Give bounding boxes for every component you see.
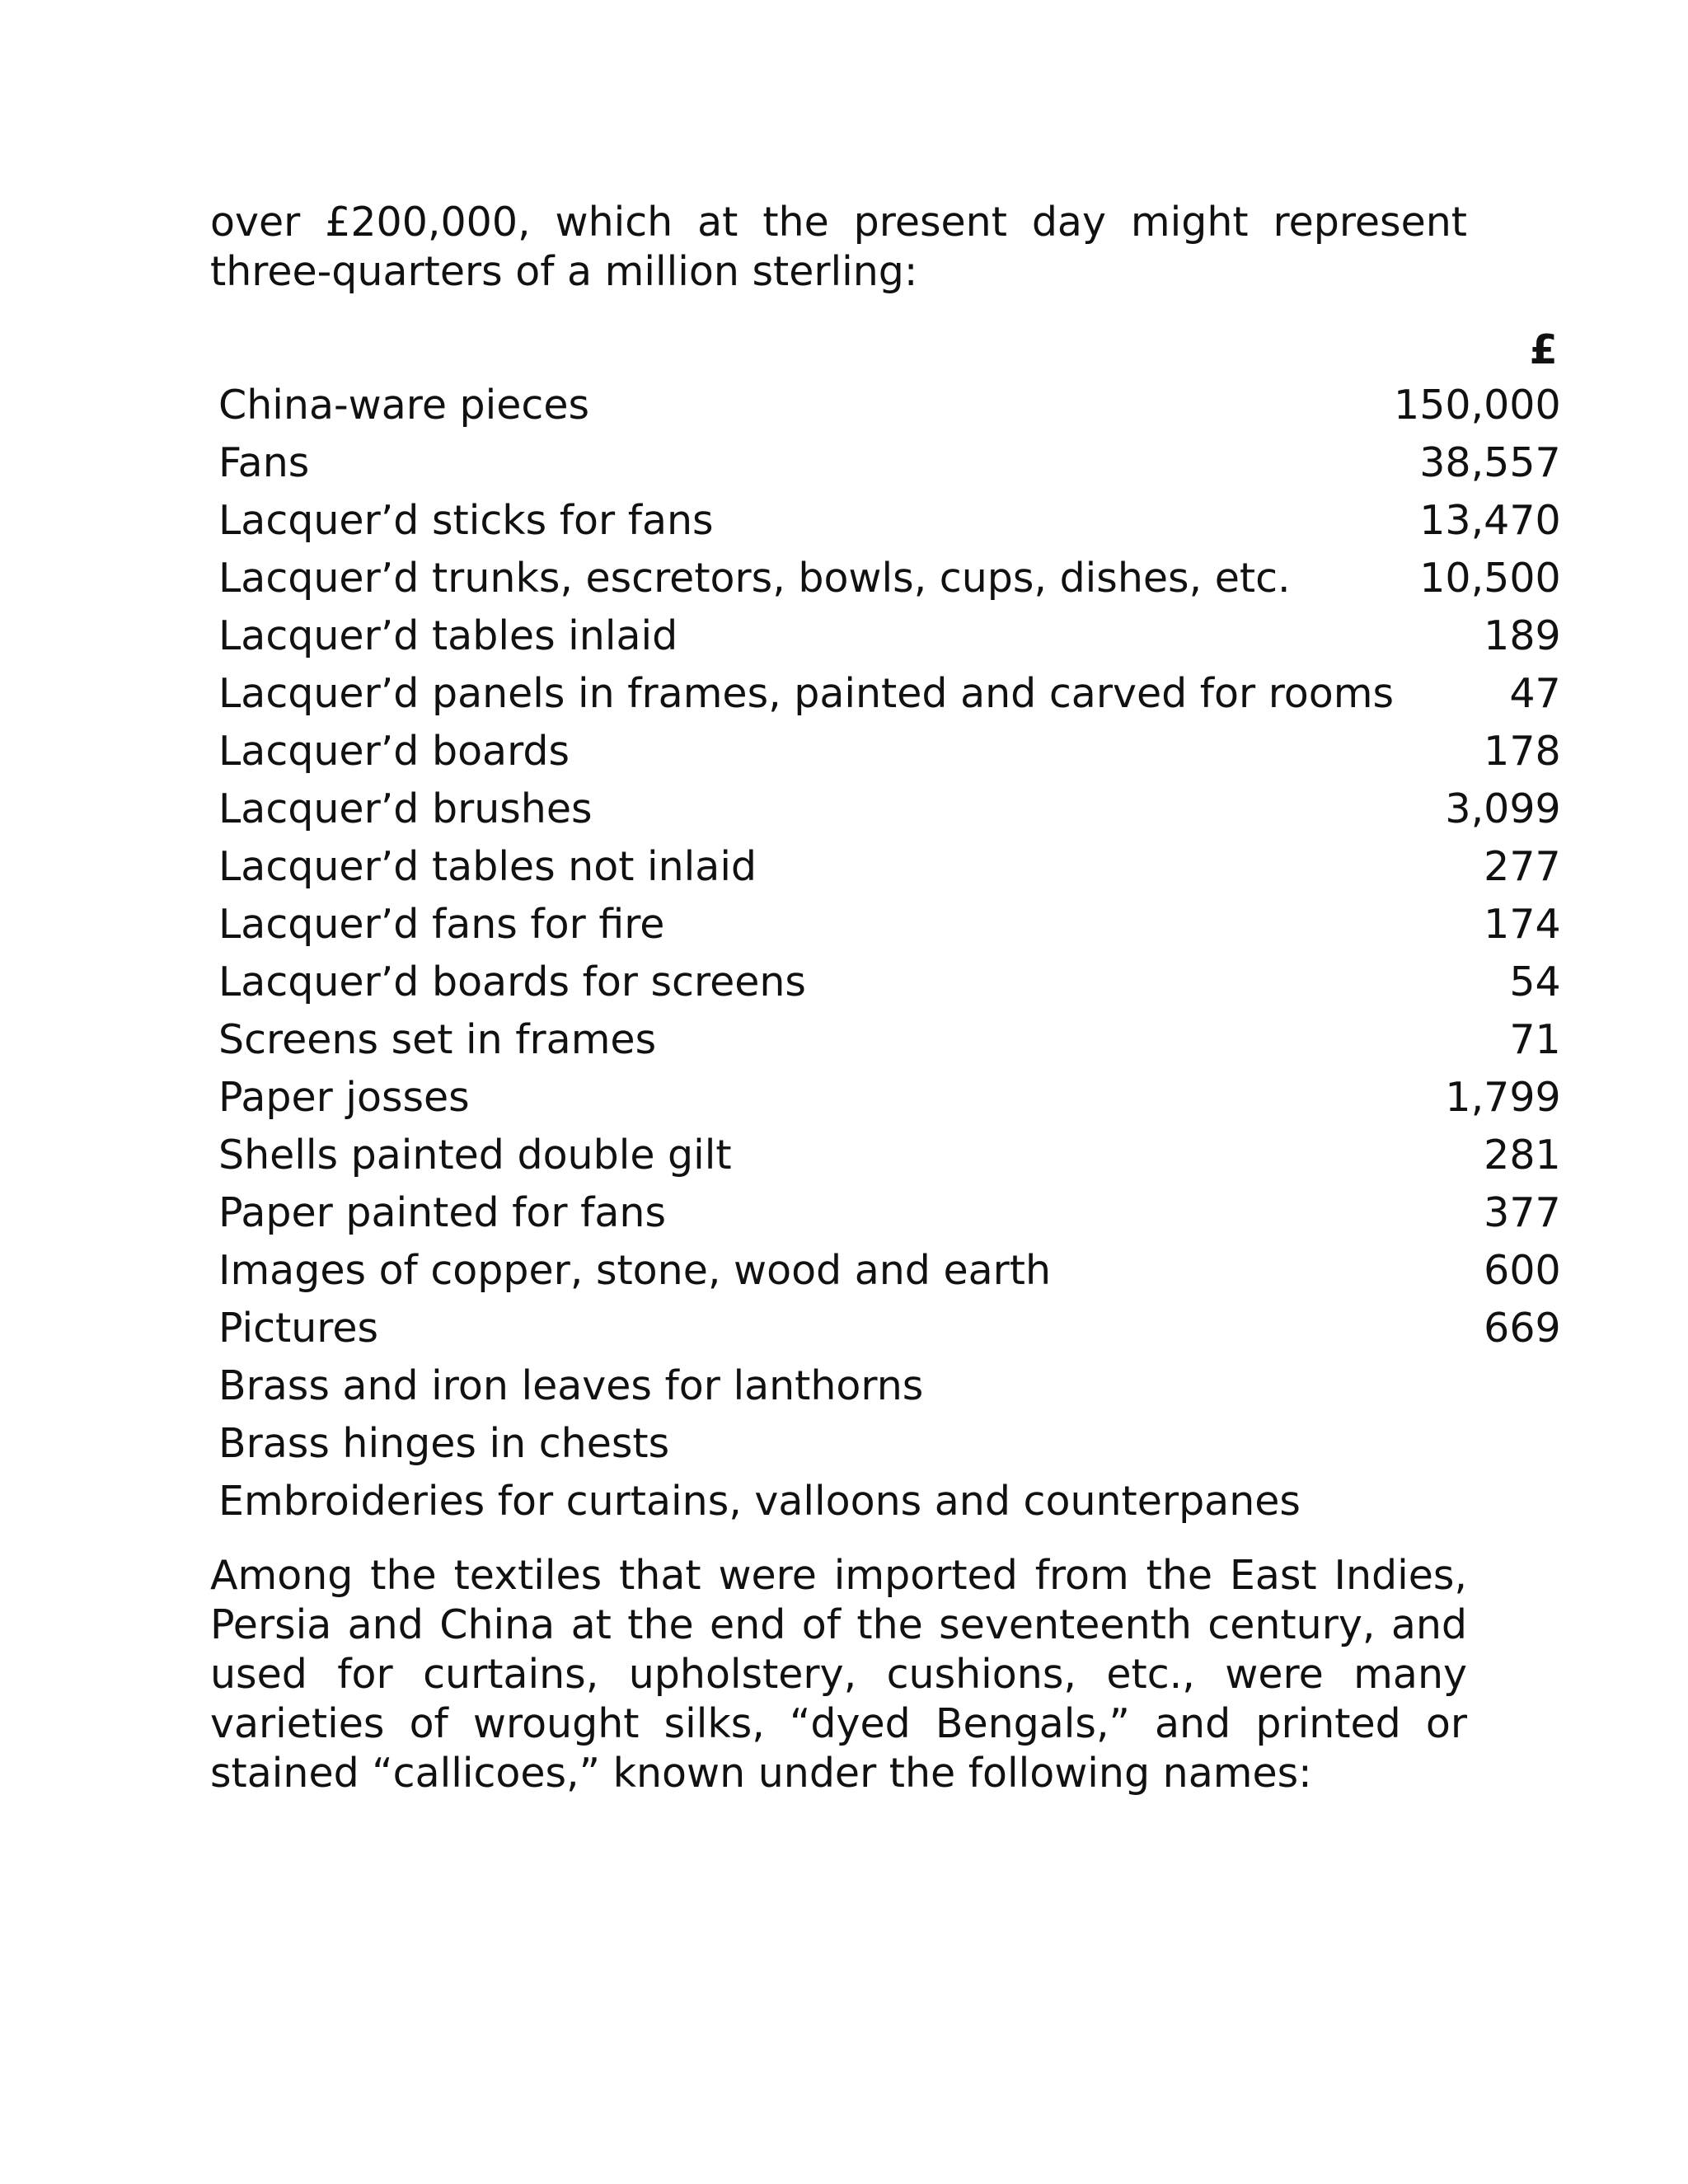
item-name: Screens set in frames	[218, 1015, 657, 1063]
intro-paragraph: over £200,000, which at the present day might represent three-quarters of a million sterling:	[210, 199, 1467, 295]
item-name: Brass and iron leaves for lanthorns	[218, 1361, 924, 1409]
item-amount: 38,557	[1419, 438, 1561, 486]
table-row	[218, 780, 1561, 837]
table-row	[218, 722, 1561, 780]
item-amount: 178	[1484, 727, 1561, 775]
item-name: Lacquer’d tables inlaid	[218, 612, 678, 659]
item-amount: 54	[1509, 958, 1561, 1005]
table-row	[218, 1126, 1561, 1183]
import-ledger-table	[218, 323, 1561, 1530]
item-name: Lacquer’d boards	[218, 727, 570, 775]
item-amount: 1,799	[1445, 1073, 1561, 1121]
item-amount	[1394, 1472, 1561, 1530]
item-amount: 3,099	[1445, 785, 1561, 832]
item-name: Embroideries for curtains, valloons and counterpanes	[218, 1477, 1301, 1525]
item-amount: 10,500	[1419, 554, 1561, 602]
table-row	[218, 549, 1561, 607]
table-row	[218, 1010, 1561, 1068]
item-name: Lacquer’d boards for screens	[218, 958, 806, 1005]
item-name: Paper josses	[218, 1073, 470, 1121]
item-amount: 150,000	[1394, 381, 1561, 429]
item-name: Lacquer’d brushes	[218, 785, 593, 832]
table-row	[218, 664, 1561, 722]
item-name: China-ware pieces	[218, 381, 590, 429]
item-amount: 71	[1509, 1015, 1561, 1063]
table-row	[218, 376, 1561, 434]
item-name: Pictures	[218, 1304, 379, 1352]
ledger-header-row	[218, 323, 1561, 376]
table-row	[218, 837, 1561, 895]
table-row	[218, 1357, 1561, 1414]
table-row	[218, 434, 1561, 491]
item-name: Brass hinges in chests	[218, 1419, 670, 1467]
item-amount: 47	[1509, 669, 1561, 717]
currency-header: £	[1529, 326, 1558, 373]
table-row	[218, 1472, 1561, 1530]
item-name: Lacquer’d tables not inlaid	[218, 842, 757, 890]
item-amount: 377	[1484, 1188, 1561, 1236]
item-name: Paper painted for fans	[218, 1188, 666, 1236]
item-amount: 13,470	[1419, 496, 1561, 544]
item-name: Lacquer’d fans for fire	[218, 900, 665, 948]
item-amount	[1394, 1414, 1561, 1472]
item-name: Fans	[218, 438, 310, 486]
item-amount: 189	[1484, 612, 1561, 659]
table-row	[218, 1068, 1561, 1126]
item-name: Lacquer’d trunks, escretors, bowls, cups, dishes, etc.	[218, 554, 1291, 602]
table-row	[218, 953, 1561, 1010]
table-row	[218, 1183, 1561, 1241]
item-amount: 600	[1484, 1246, 1561, 1294]
table-row	[218, 895, 1561, 953]
item-amount	[1394, 1357, 1561, 1414]
closing-paragraph: Among the textiles that were imported from the East Indies, Persia and China at the end of the seventeenth century, and used for curtains, upholstery, cushions, etc., were many varieties of wrought silks, “dyed Bengals,” and printed or stained “callicoes,” known under the following names:	[210, 1552, 1467, 1797]
item-amount: 174	[1484, 900, 1561, 948]
table-row	[218, 491, 1561, 549]
item-name: Lacquer’d panels in frames, painted and carved for rooms	[218, 669, 1395, 717]
table-row	[218, 1241, 1561, 1299]
item-amount: 669	[1484, 1304, 1561, 1352]
item-amount: 281	[1484, 1131, 1561, 1179]
item-amount: 277	[1484, 842, 1561, 890]
document-page	[210, 198, 1561, 1798]
item-name: Shells painted double gilt	[218, 1131, 732, 1179]
table-row	[218, 607, 1561, 664]
table-row	[218, 1299, 1561, 1357]
table-row	[218, 1414, 1561, 1472]
item-name: Images of copper, stone, wood and earth	[218, 1246, 1052, 1294]
item-name: Lacquer’d sticks for fans	[218, 496, 714, 544]
